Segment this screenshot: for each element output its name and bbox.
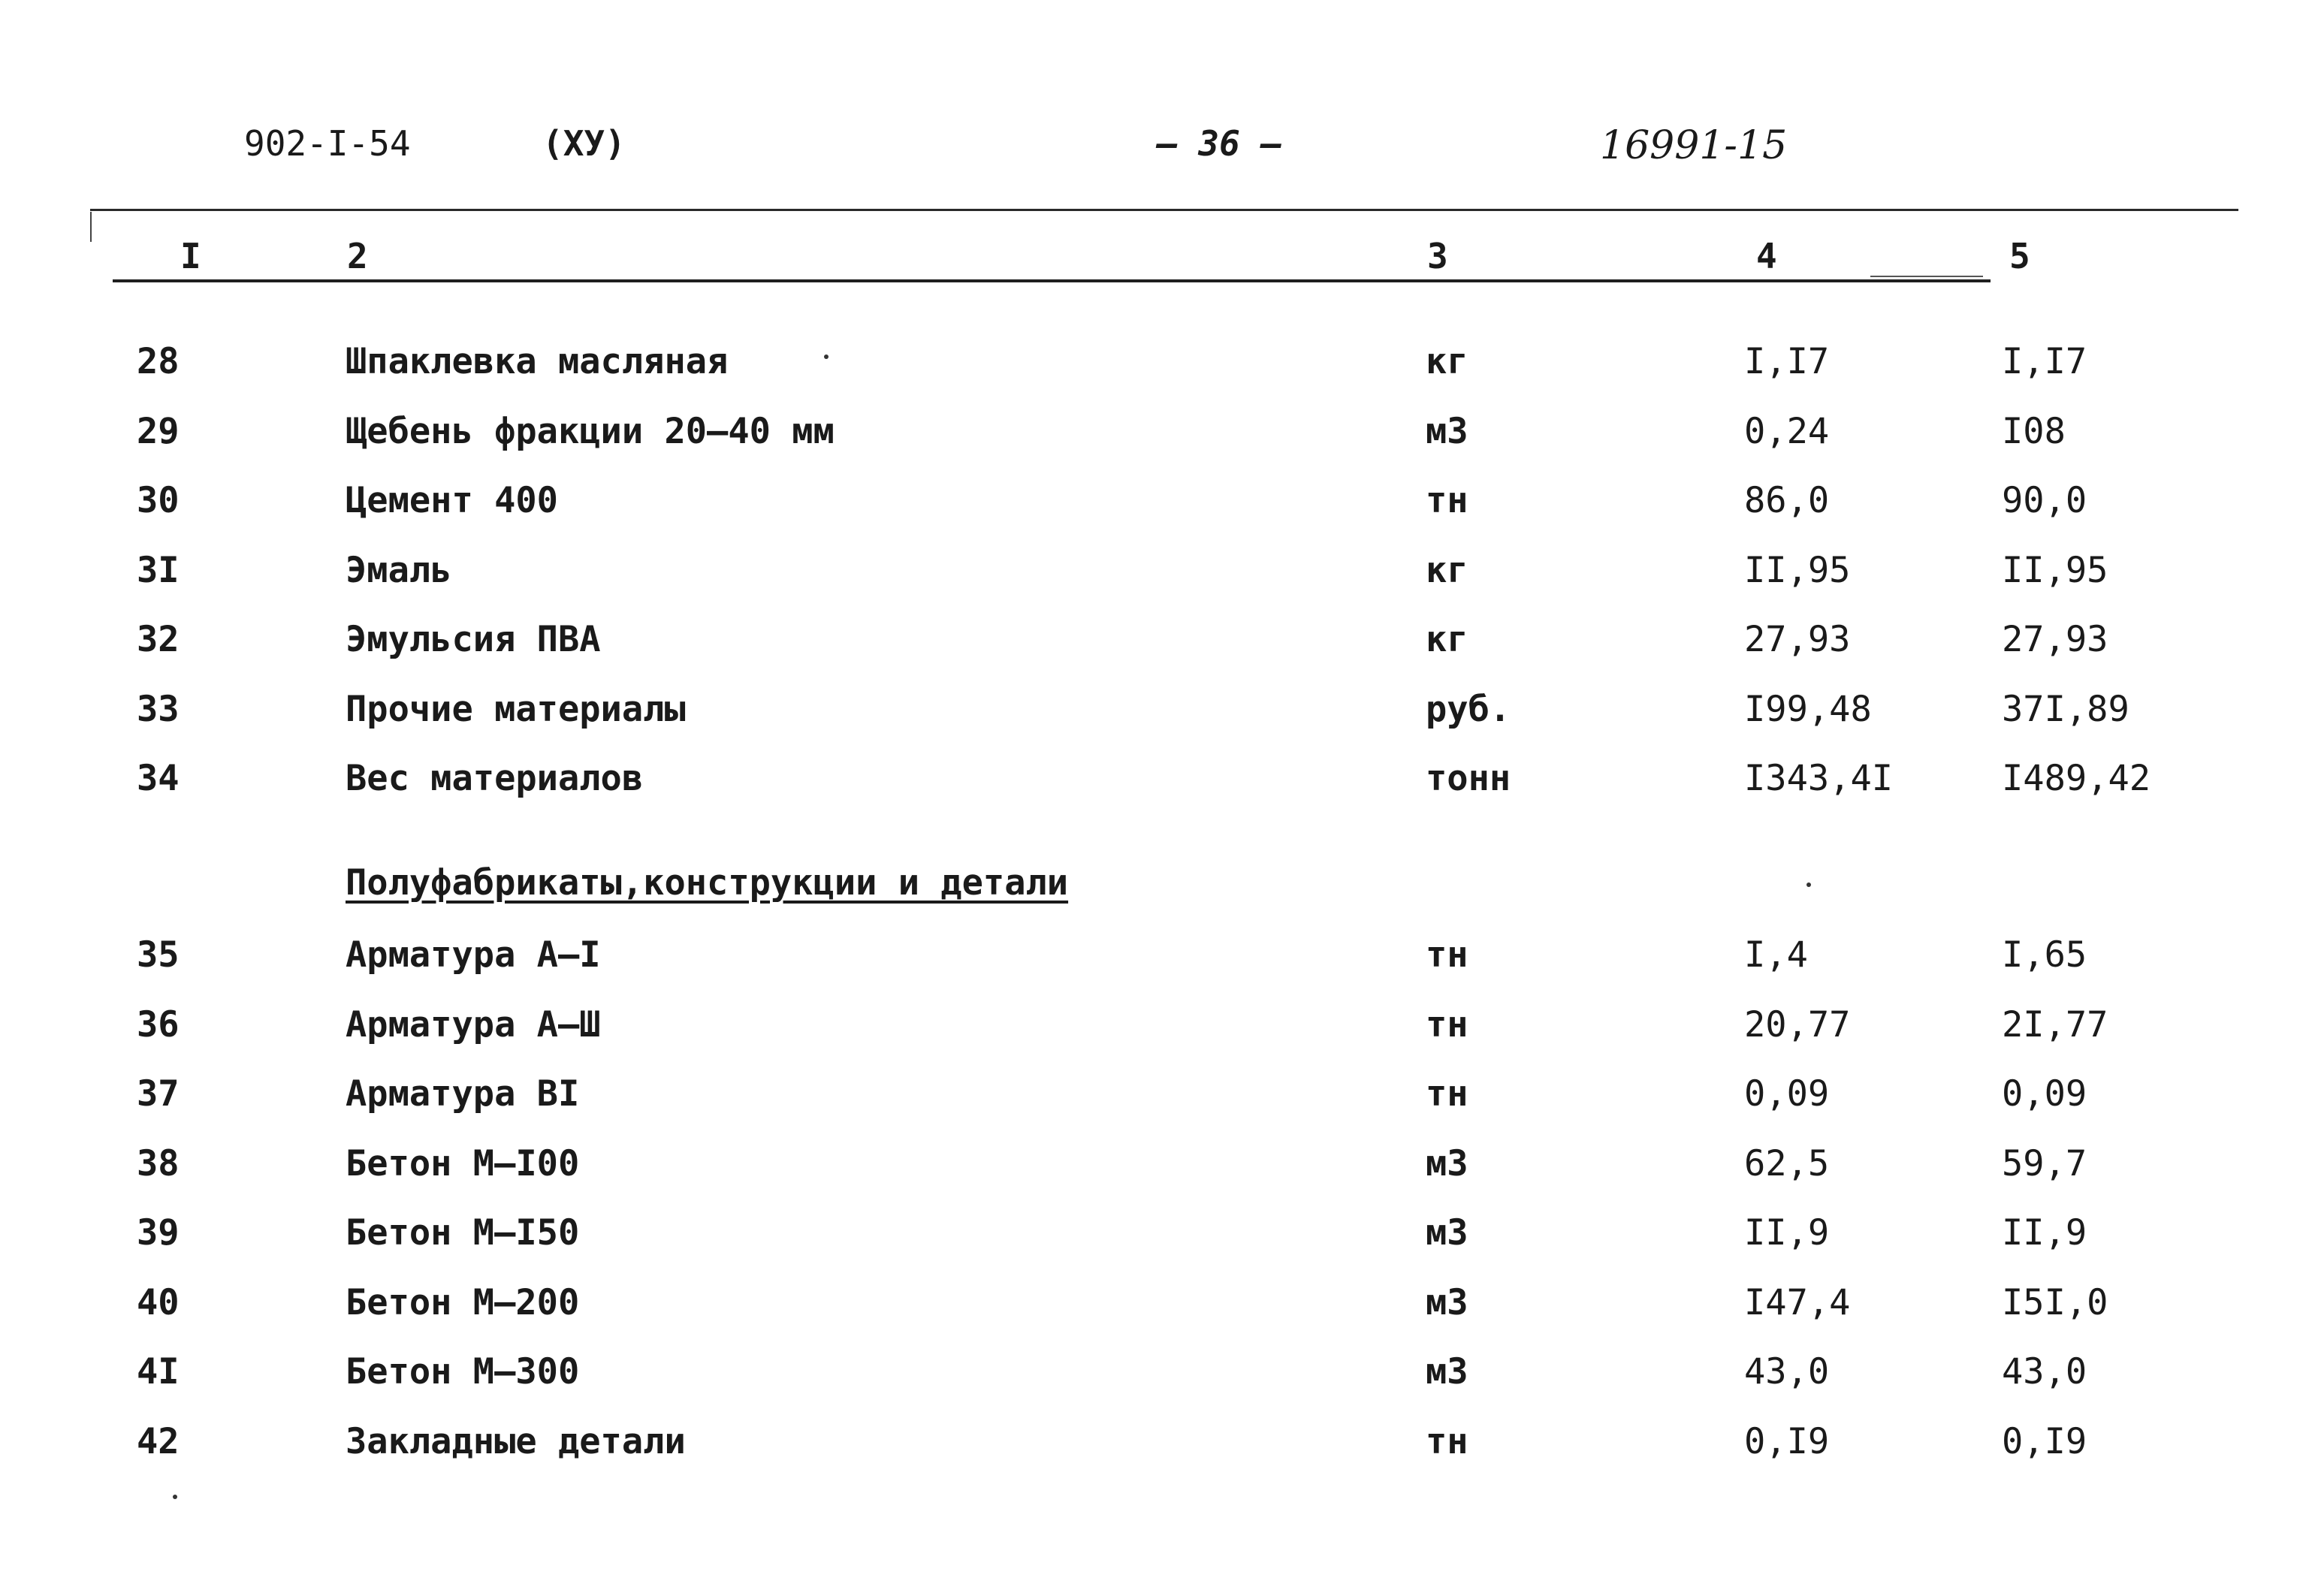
speck [1806,882,1811,887]
value-col-5: 2I,77 [2002,1003,2108,1045]
speck [824,354,829,359]
material-name: Эмаль [346,549,452,591]
value-col-5: I489,42 [2002,758,2151,799]
value-col-5: 0,09 [2002,1073,2087,1115]
value-col-4: I47,4 [1744,1281,1851,1323]
value-col-5: II,9 [2002,1212,2087,1254]
unit-cell: м3 [1426,1351,1468,1392]
row-number: 29 [137,410,180,452]
value-col-5: I,I7 [2002,341,2087,382]
unit-cell: м3 [1426,1281,1468,1323]
row-number: 36 [137,1003,180,1045]
value-col-4: 86,0 [1744,480,1830,521]
table-row [0,1003,2306,1075]
unit-cell: м3 [1426,1212,1468,1254]
table-row [0,549,2306,620]
document-code: 902-I-54 [244,123,411,164]
row-number: 32 [137,619,180,660]
table-row [0,1073,2306,1144]
unit-cell: тн [1426,1003,1468,1045]
unit-cell: тн [1426,1073,1468,1115]
table-row [0,410,2306,481]
table-row [0,1212,2306,1283]
unit-cell: м3 [1426,410,1468,452]
value-col-5: 59,7 [2002,1142,2087,1184]
page-number: – 36 – [1157,123,1282,164]
table-row [0,1420,2306,1492]
margin-tick [90,212,92,242]
value-col-4: 0,24 [1744,410,1830,452]
value-col-4: 0,09 [1744,1073,1830,1115]
section-heading: Полуфабрикаты,конструкции и детали [346,862,1069,904]
material-name: Эмульсия ПВА [346,619,601,660]
row-number: 30 [137,480,180,521]
material-name: Арматура А–Ш [346,1003,601,1045]
table-row [0,688,2306,759]
material-name: Закладные детали [346,1420,686,1462]
table-row [0,934,2306,1005]
unit-cell: тонн [1426,758,1511,799]
value-col-5: 27,93 [2002,619,2108,660]
row-number: 4I [137,1351,180,1392]
table-row [0,341,2306,412]
value-col-5: I5I,0 [2002,1281,2108,1323]
value-col-5: 90,0 [2002,480,2087,521]
table-row [0,1281,2306,1353]
unit-cell: тн [1426,934,1468,976]
row-number: 38 [137,1142,180,1184]
value-col-5: II,95 [2002,549,2108,591]
material-name: Арматура ВI [346,1073,580,1115]
material-name: Арматура А–I [346,934,601,976]
unit-cell: кг [1426,341,1468,382]
unit-cell: тн [1426,480,1468,521]
speck [173,1495,177,1499]
unit-cell: кг [1426,619,1468,660]
table-row [0,1351,2306,1422]
row-number: 35 [137,934,180,976]
material-name: Шпаклевка масляная [346,341,729,382]
column-header-4: 4 [1756,236,1777,276]
table-row [0,1142,2306,1214]
table-row [0,480,2306,551]
value-col-4: 27,93 [1744,619,1851,660]
header-rule [90,209,2238,211]
material-name: Бетон М–I50 [346,1212,580,1254]
value-col-4: I343,4I [1744,758,1894,799]
value-col-5: 37I,89 [2002,688,2129,730]
row-number: 3I [137,549,180,591]
value-col-4: I,I7 [1744,341,1830,382]
column-header-rule [113,279,1991,282]
value-col-5: 0,I9 [2002,1420,2087,1462]
unit-cell: кг [1426,549,1468,591]
row-number: 34 [137,758,180,799]
value-col-4: 20,77 [1744,1003,1851,1045]
table-row [0,758,2306,828]
row-number: 40 [137,1281,180,1323]
material-name: Бетон М–300 [346,1351,580,1392]
value-col-4: I99,48 [1744,688,1872,730]
unit-cell: м3 [1426,1142,1468,1184]
value-col-4: 62,5 [1744,1142,1830,1184]
column-header-1: I [180,236,201,276]
rule-fragment [1870,276,1983,277]
row-number: 33 [137,688,180,730]
material-name: Вес материалов [346,758,644,799]
column-header-5: 5 [2009,236,2030,276]
row-number: 42 [137,1420,180,1462]
material-name: Щебень фракции 20–40 мм [346,410,835,452]
material-name: Цемент 400 [346,480,558,521]
value-col-4: I,4 [1744,934,1808,976]
unit-cell: руб. [1426,688,1511,730]
value-col-4: II,95 [1744,549,1851,591]
row-number: 39 [137,1212,180,1254]
value-col-5: I,65 [2002,934,2087,976]
inventory-number: 16991-15 [1600,123,1788,168]
row-number: 28 [137,341,180,382]
material-name: Бетон М–200 [346,1281,580,1323]
column-header-2: 2 [347,236,368,276]
value-col-5: I08 [2002,410,2066,452]
material-name: Бетон М–I00 [346,1142,580,1184]
value-col-5: 43,0 [2002,1351,2087,1392]
row-number: 37 [137,1073,180,1115]
unit-cell: тн [1426,1420,1468,1462]
table-row [0,619,2306,689]
value-col-4: 0,I9 [1744,1420,1830,1462]
section-number: (ХУ) [542,123,626,164]
value-col-4: II,9 [1744,1212,1830,1254]
column-header-3: 3 [1427,236,1448,276]
material-name: Прочие материалы [346,688,686,730]
value-col-4: 43,0 [1744,1351,1830,1392]
